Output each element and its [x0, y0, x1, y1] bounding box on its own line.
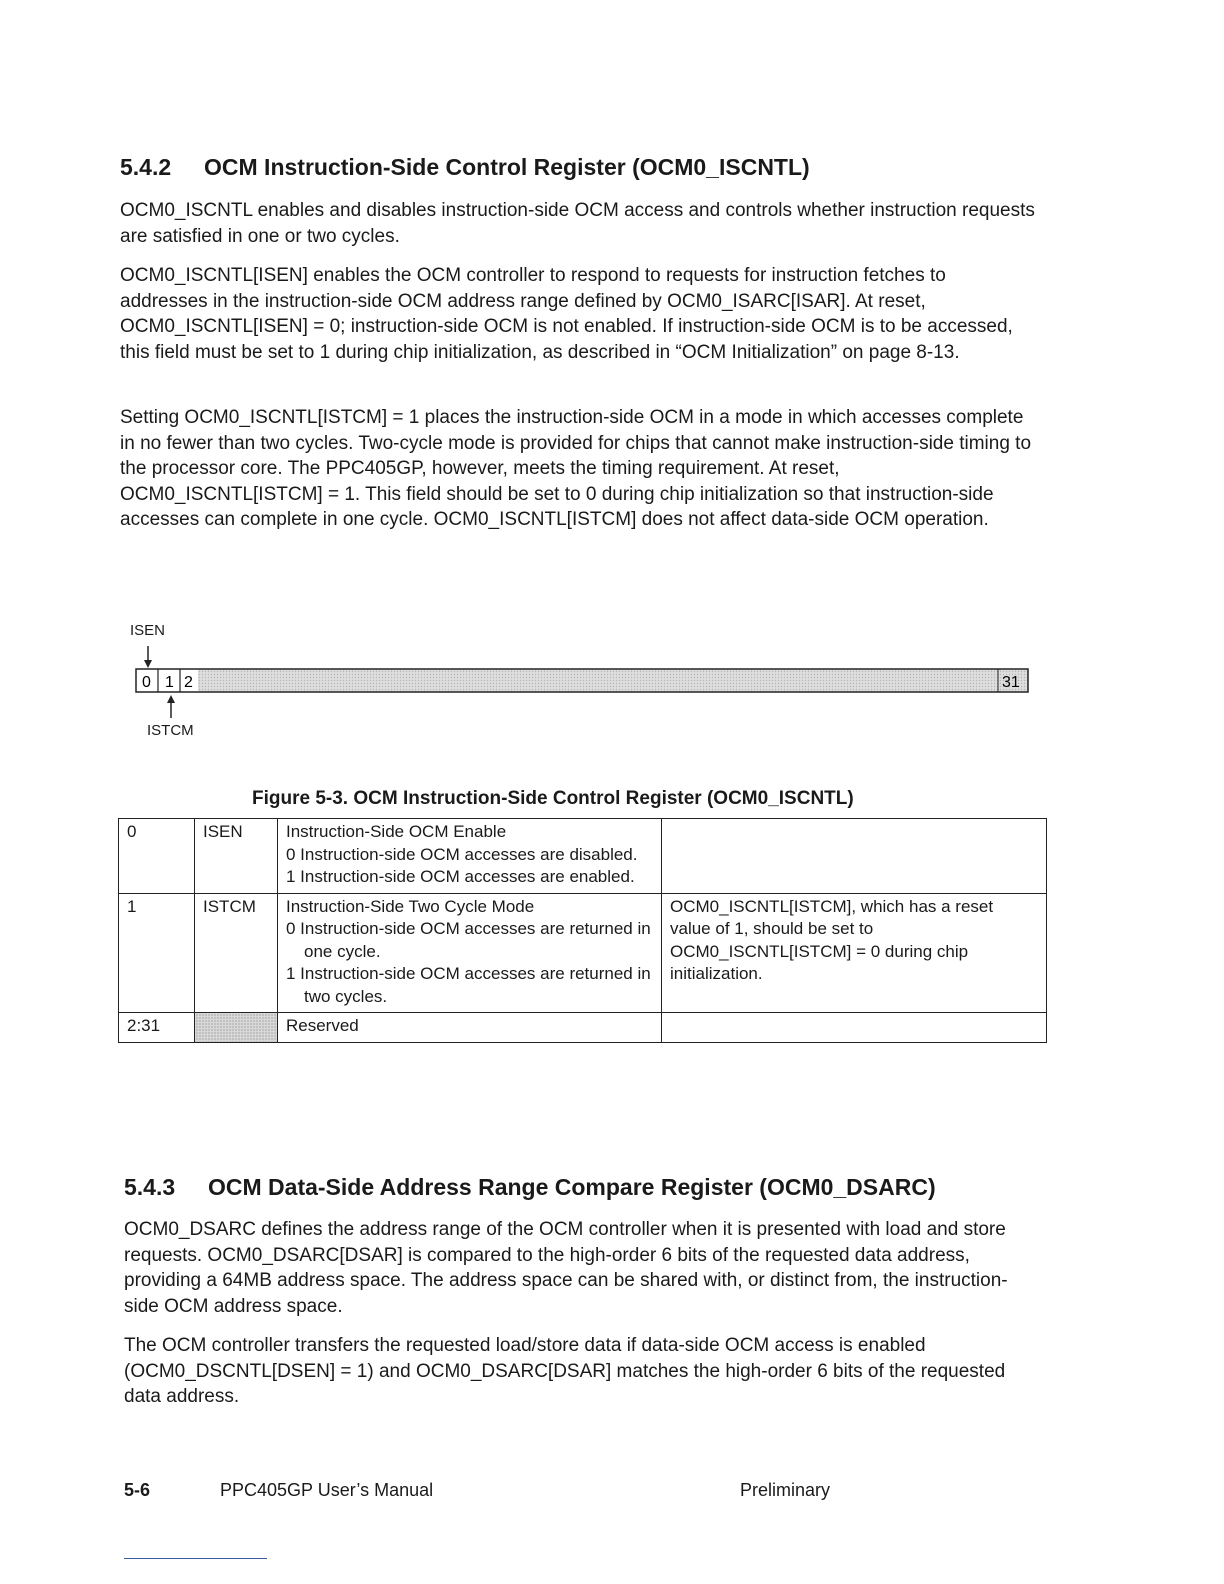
description-title: Instruction-Side Two Cycle Mode [286, 896, 535, 916]
option-text: 1 Instruction-side OCM accesses are enabled. [286, 867, 635, 886]
bit-label-1: 1 [165, 674, 174, 691]
table-row [119, 1013, 1047, 1043]
option-text: 0 Instruction-side OCM accesses are disabled. [286, 844, 638, 864]
description-cell [278, 893, 662, 1013]
footer-rule [124, 1558, 267, 1559]
bit-label-0: 0 [142, 674, 151, 691]
paragraph: Setting OCM0_ISCNTL[ISTCM] = 1 places the instruction-side OCM in a mode in which accesses complete in no fewer than two cycles. Two-cycle mode is provided for chips that cannot make instruction-side timing to the processor core. The PPC405GP, however, meets the timing requirement. At reset, OCM0_ISCNTL[ISTCM] = 1. This field should be set to 0 during chip initialization so that instruction-side accesses can complete in one cycle. OCM0_ISCNTL[ISTCM] does not affect data-side OCM operation. [120, 407, 1032, 530]
section-heading-5-4-3 [124, 1174, 936, 1201]
description-title: Instruction-Side OCM Enable [286, 822, 507, 841]
isen-label: ISEN [130, 622, 166, 639]
section-number: 5.4.2 [120, 154, 172, 180]
option-text: 1 Instruction-side OCM accesses are returned in two cycles. [286, 964, 651, 1006]
istcm-label: ISTCM [147, 722, 194, 739]
paragraph: OCM0_DSARC defines the address range of the OCM controller when it is presented with load and store requests. OCM0_DSARC[DSAR] is compared to the high-order 6 bits of the requested data address, providing a 64MB address space. The address space can be shared with, or distinct from, the instruction-side OCM address space. [124, 1219, 1008, 1317]
paragraph: The OCM controller transfers the requested load/store data if data-side OCM access is enabled (OCM0_DSCNTL[DSEN] = 1) and OCM0_DSARC[DSAR] matches the high-order 6 bits of the requested data address. [124, 1335, 1006, 1407]
comment-cell [662, 819, 1047, 894]
bits-cell: 1 [119, 893, 195, 1013]
preliminary-label: Preliminary [740, 1480, 831, 1500]
comment-cell: OCM0_ISCNTL[ISTCM], which has a reset value of 1, should be set to OCM0_ISCNTL[ISTCM] = 0 during chip initialization. [662, 893, 1047, 1013]
field-name-cell: ISEN [195, 819, 278, 894]
paragraph: OCM0_ISCNTL enables and disables instruction-side OCM access and controls whether instruction requests are satisfied in one or two cycles. [120, 200, 1035, 247]
reserved-bits-shading [198, 669, 1028, 692]
comment-cell [662, 1013, 1047, 1043]
bits-cell: 0 [119, 819, 195, 894]
section-heading-5-4-2 [120, 154, 810, 181]
field-name-cell: ISTCM [195, 893, 278, 1013]
figure-caption: Figure 5-3. OCM Instruction-Side Control Register (OCM0_ISCNTL) [252, 788, 854, 809]
description-cell: Reserved [278, 1013, 662, 1043]
bit-label-31: 31 [1002, 674, 1020, 691]
isen-arrowhead [144, 660, 152, 668]
description-cell [278, 819, 662, 894]
field-description-table [118, 818, 1047, 1043]
manual-title: PPC405GP User’s Manual [220, 1480, 434, 1500]
paragraph: OCM0_ISCNTL[ISEN] enables the OCM controller to respond to requests for instruction fetches to addresses in the instruction-side OCM address range defined by OCM0_ISARC[ISAR]. At reset, OCM0_ISCNTL[ISEN] = 0; instruction-side OCM is not enabled. If instruction-side OCM is to be accessed, this field must be set to 1 during chip initialization, as described in “OCM Initialization” on page 8-13. [120, 265, 1013, 363]
bits-cell: 2:31 [119, 1013, 195, 1043]
section-title: OCM Data-Side Address Range Compare Register (OCM0_DSARC) [208, 1174, 936, 1200]
field-name-cell-reserved [195, 1013, 278, 1043]
option-text: 0 Instruction-side OCM accesses are returned in one cycle. [286, 919, 651, 961]
table-row [119, 819, 1047, 894]
table-row [119, 893, 1047, 1013]
bit-label-2: 2 [184, 674, 193, 691]
section-number: 5.4.3 [124, 1174, 176, 1200]
register-bit-diagram [120, 640, 1040, 720]
section-title: OCM Instruction-Side Control Register (OCM0_ISCNTL) [204, 154, 810, 180]
page-number: 5-6 [124, 1480, 151, 1500]
